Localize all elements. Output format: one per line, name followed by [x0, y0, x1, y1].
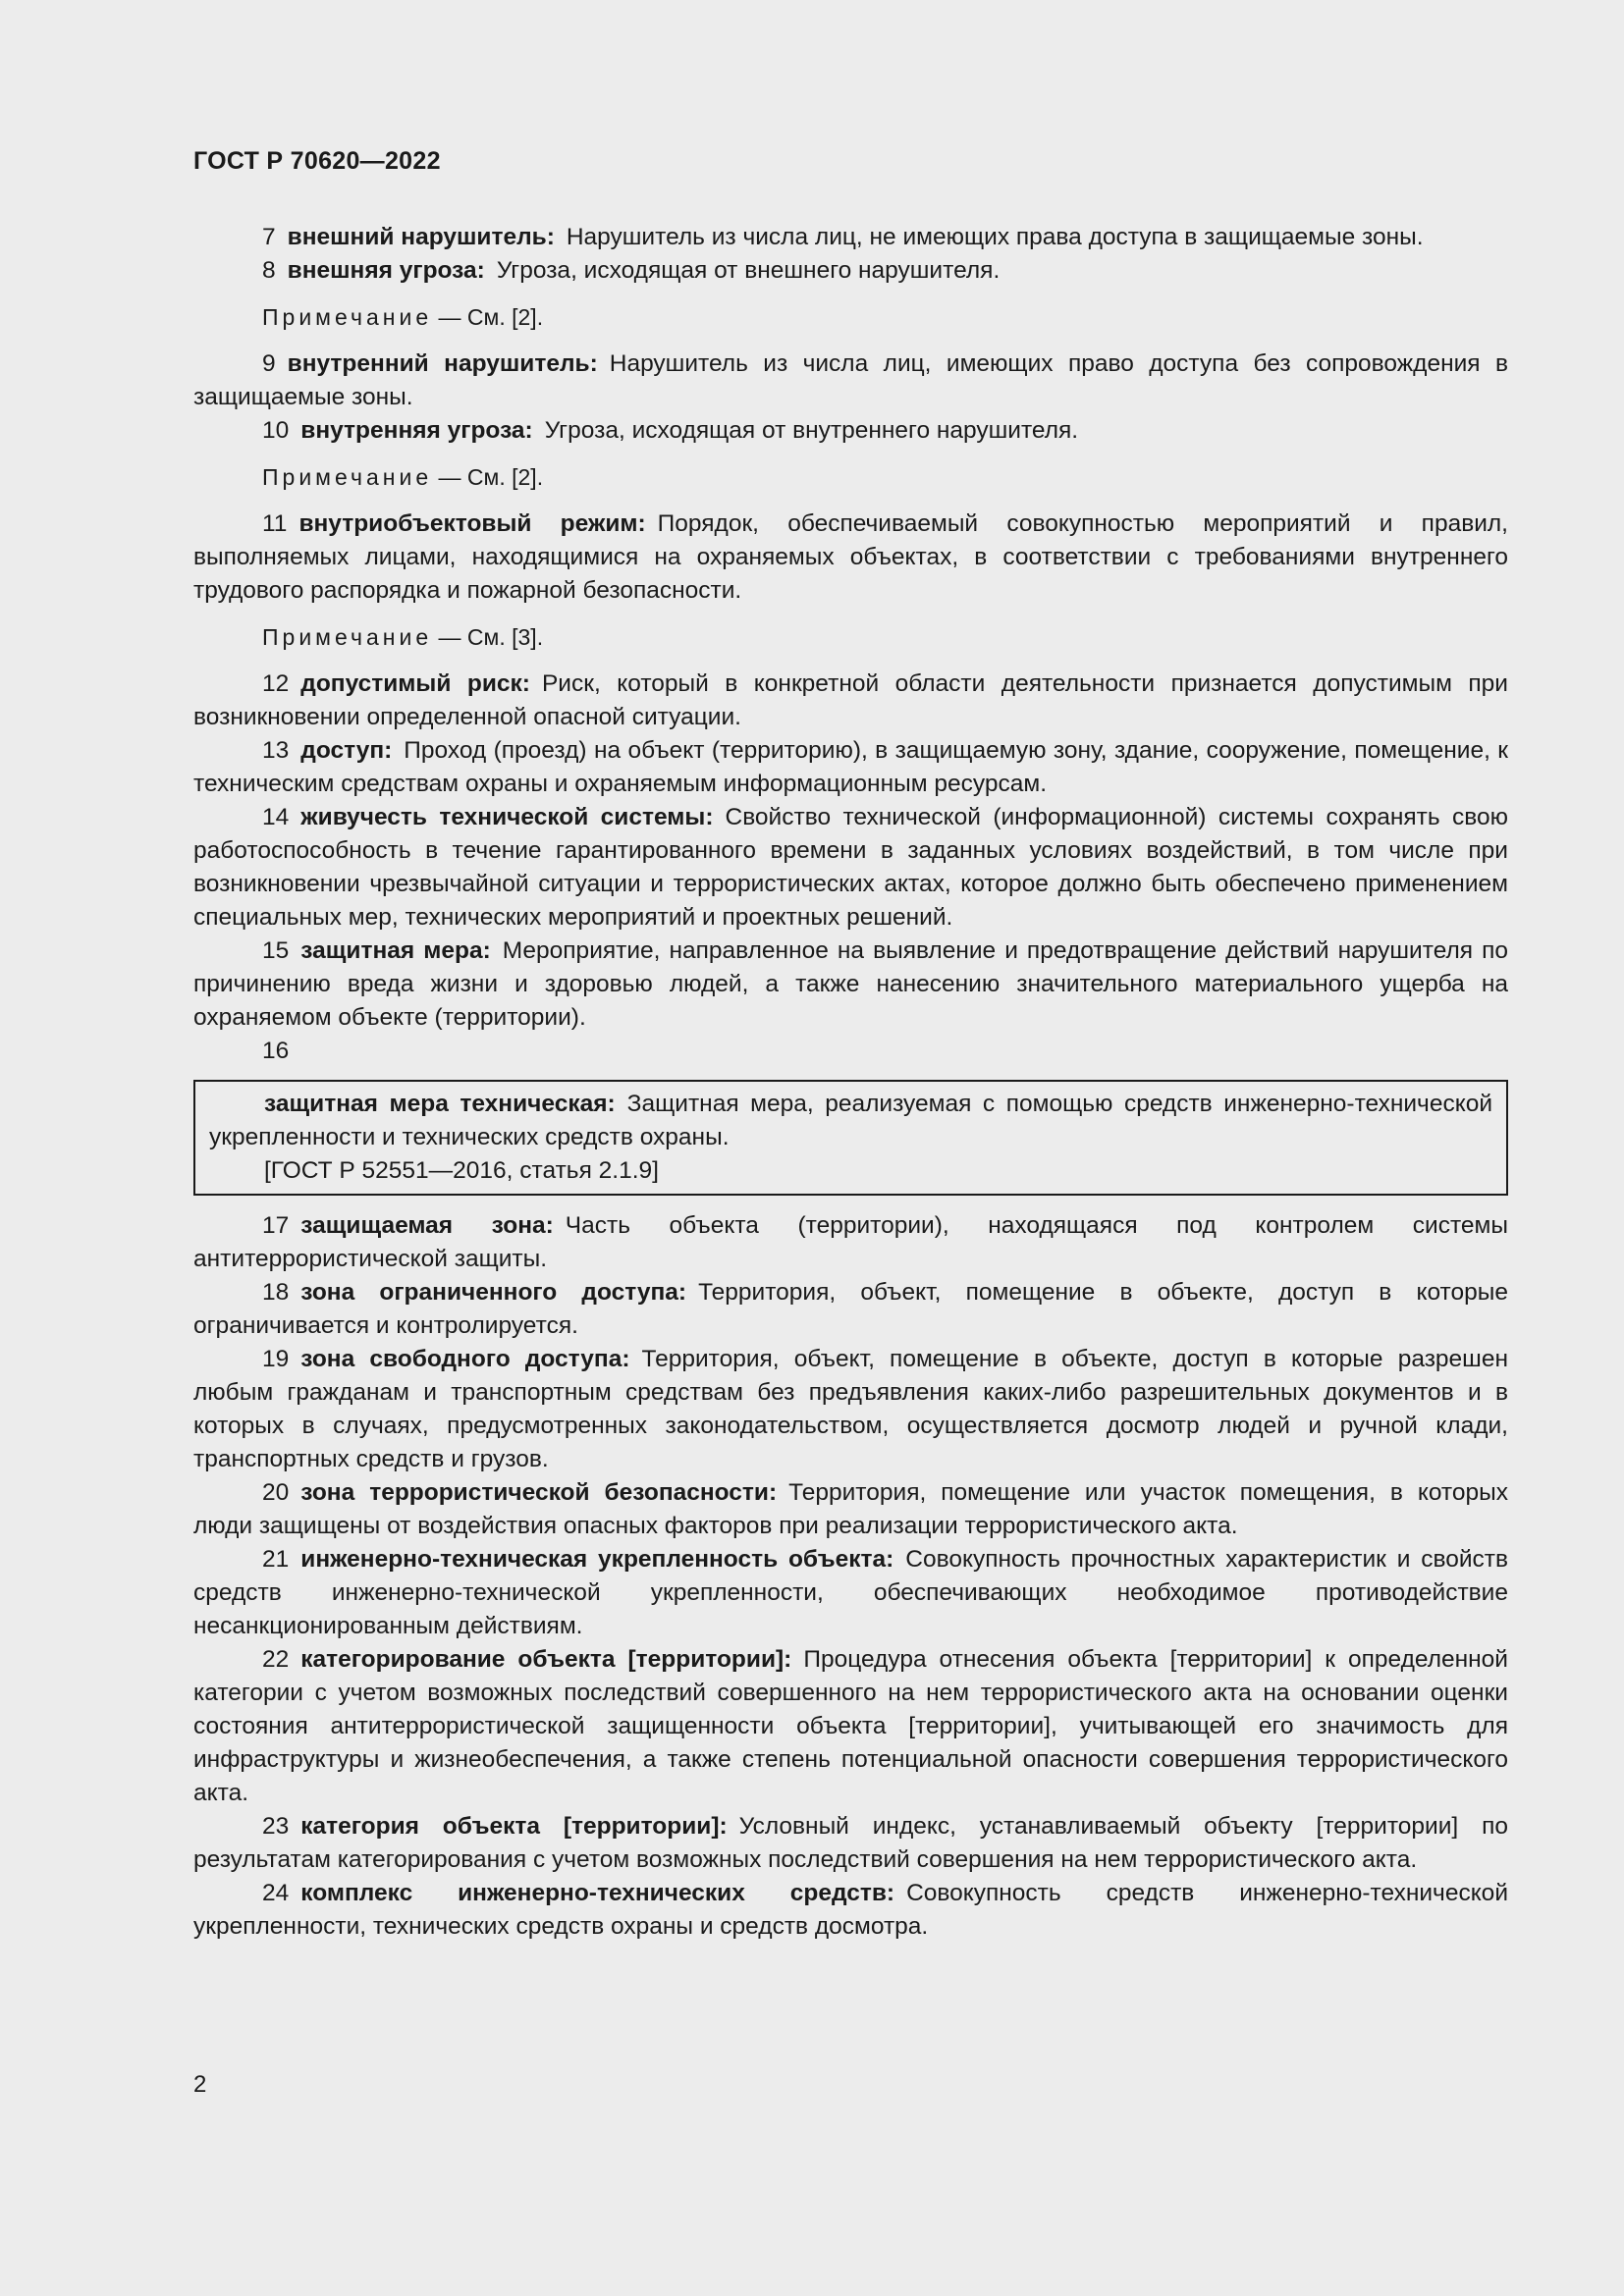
page-number: 2: [193, 2071, 207, 2098]
term-name: внешняя угроза:: [287, 257, 485, 284]
note-label: Примечание: [262, 624, 433, 650]
term-entry: [193, 221, 1508, 254]
term-number: 13: [262, 737, 290, 764]
term-entry: [193, 1209, 1508, 1276]
note-text: — См. [2].: [432, 304, 544, 330]
term-definition: Защитная мера, реализуемая с помощью средств инженерно-технической укрепленности и технических средств охраны.: [209, 1091, 1493, 1150]
term-name: инженерно-техническая укрепленность объекта:: [300, 1546, 894, 1573]
term-definition: Совокупность прочностных характеристик и свойств средств инженерно-технической укрепленности, обеспечивающих необходимое противодействие несанкционированным действиям.: [193, 1546, 1508, 1639]
term-name: живучесть технической системы:: [300, 804, 714, 830]
boxed-term-text: [209, 1088, 1492, 1154]
term-entry: [193, 1343, 1508, 1476]
term-definition: Порядок, обеспечиваемый совокупностью мероприятий и правил, выполняемых лицами, находящимися на охраняемых объектах, в соответствии с требованиями внутреннего трудового распорядка и пожарной безопасности.: [193, 510, 1508, 604]
term-definition: Совокупность средств инженерно-технической укрепленности, технических средств охраны и средств досмотра.: [193, 1880, 1508, 1940]
term-definition: Свойство технической (информационной) системы сохранять свою работоспособность в течение гарантированного времени в заданных условиях воздействий, в том числе при возникновении чрезвычайной ситуации и террористических актах, которое должно быть обеспечено применением специальных мер, технических мероприятий и проектных решений.: [193, 804, 1508, 931]
term-entry: [193, 347, 1508, 414]
term-number: 14: [262, 804, 290, 830]
term-note: [193, 300, 1508, 334]
term-name: допустимый риск:: [300, 670, 530, 697]
term-name: защитная мера:: [300, 937, 491, 964]
term-name: защитная мера техническая:: [264, 1091, 616, 1117]
term-number: 7: [262, 224, 276, 250]
term-entry: [193, 1810, 1508, 1877]
boxed-term-definition: [193, 1080, 1508, 1196]
terms-list-continued: [193, 1209, 1508, 1944]
note-text: — См. [3].: [432, 624, 544, 650]
term-entry-16-number: 16: [262, 1038, 290, 1064]
term-name: внешний нарушитель:: [287, 224, 555, 250]
term-number: 18: [262, 1279, 290, 1306]
terms-list: [193, 221, 1508, 1035]
term-definition: Территория, объект, помещение в объекте, доступ в которые разрешен любым гражданам и транспортным средствам без предъявления каких-либо разрешительных документов и в которых в случаях, предусмотренных законодательством, осуществляется досмотр людей и ручной клади, транспортных средств и грузов.: [193, 1346, 1508, 1472]
term-number: 23: [262, 1813, 290, 1840]
term-entry: [193, 667, 1508, 734]
term-number: 20: [262, 1479, 290, 1506]
term-number: 19: [262, 1346, 290, 1372]
term-note: [193, 620, 1508, 654]
term-definition: Нарушитель из числа лиц, не имеющих права доступа в защищаемые зоны.: [566, 224, 1424, 250]
term-definition: Часть объекта (территории), находящаяся под контролем системы антитеррористической защиты.: [193, 1212, 1509, 1272]
term-entry: [193, 254, 1508, 288]
term-number: 9: [262, 350, 276, 377]
term-name: доступ:: [300, 737, 393, 764]
term-definition: Проход (проезд) на объект (территорию), в защищаемую зону, здание, сооружение, помещение, к техническим средствам охраны и охраняемым информационным ресурсам.: [193, 737, 1508, 797]
standard-header: ГОСТ Р 70620—2022: [193, 147, 441, 175]
term-definition: Угроза, исходящая от внутреннего нарушителя.: [544, 417, 1079, 444]
term-entry: [193, 734, 1508, 801]
note-label: Примечание: [262, 304, 433, 330]
term-definition: Мероприятие, направленное на выявление и предотвращение действий нарушителя по причинению вреда жизни и здоровью людей, а также нанесению значительного материального ущерба на охраняемом объекте (территории).: [193, 937, 1508, 1031]
term-entry: [193, 1877, 1508, 1944]
note-label: Примечание: [262, 464, 433, 490]
term-name: зона террористической безопасности:: [300, 1479, 778, 1506]
term-name: категория объекта [территории]:: [300, 1813, 728, 1840]
term-number: 17: [262, 1212, 290, 1239]
term-name: зона ограниченного доступа:: [300, 1279, 687, 1306]
term-source-reference: [ГОСТ Р 52551—2016, статья 2.1.9]: [264, 1157, 659, 1184]
term-definition: Нарушитель из числа лиц, имеющих право доступа без сопровождения в защищаемые зоны.: [193, 350, 1508, 410]
term-number: 21: [262, 1546, 290, 1573]
term-number: 15: [262, 937, 290, 964]
term-name: внутренняя угроза:: [300, 417, 533, 444]
term-definition: Территория, помещение или участок помещения, в которых люди защищены от воздействия опасных факторов при реализации террористического акта.: [193, 1479, 1508, 1539]
term-number: 24: [262, 1880, 290, 1906]
term-definition: Условный индекс, устанавливаемый объекту [территории] по результатам категорирования с учетом возможных последствий совершения на нем террористического акта.: [193, 1813, 1508, 1873]
term-definition: Процедура отнесения объекта [территории] к определенной категории с учетом возможных последствий совершенного на нем террористического акта на основании оценки состояния антитеррористической защищенности объекта [территории], учитывающей его значимость для инфраструктуры и жизнеобеспечения, а также степень потенциальной опасности совершения террористического акта.: [193, 1646, 1508, 1806]
term-entry: [193, 1476, 1508, 1543]
term-entry: [193, 1276, 1508, 1343]
term-name: зона свободного доступа:: [300, 1346, 630, 1372]
terms-content: [193, 221, 1508, 1944]
term-number: 11: [262, 510, 288, 537]
term-name: категорирование объекта [территории]:: [300, 1646, 792, 1673]
term-number: 10: [262, 417, 290, 444]
term-definition: Риск, который в конкретной области деятельности признается допустимым при возникновении определенной опасной ситуации.: [193, 670, 1508, 730]
note-text: — См. [2].: [432, 464, 544, 490]
term-name: комплекс инженерно-технических средств:: [300, 1880, 895, 1906]
term-entry: [193, 1543, 1508, 1643]
term-number: 8: [262, 257, 276, 284]
term-entry: [193, 507, 1508, 608]
term-entry: [193, 934, 1508, 1035]
term-name: защищаемая зона:: [300, 1212, 554, 1239]
term-definition: Угроза, исходящая от внешнего нарушителя.: [496, 257, 1001, 284]
term-note: [193, 460, 1508, 494]
term-definition: Территория, объект, помещение в объекте, доступ в которые ограничивается и контролируется.: [193, 1279, 1508, 1339]
term-name: внутренний нарушитель:: [287, 350, 598, 377]
term-name: внутриобъектовый режим:: [298, 510, 646, 537]
term-number: 22: [262, 1646, 290, 1673]
term-number: 12: [262, 670, 290, 697]
term-entry: [193, 1643, 1508, 1810]
term-entry: [193, 414, 1508, 448]
term-entry: [193, 801, 1508, 934]
